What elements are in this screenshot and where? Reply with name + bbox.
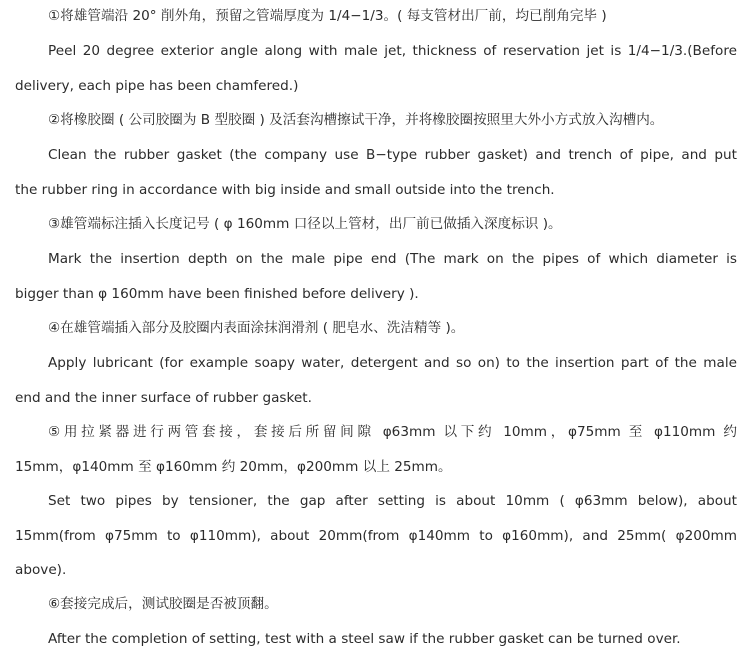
step-5-english-line-3: above). <box>15 562 67 578</box>
step-3-chinese: ③雄管端标注插入长度记号 ( φ 160mm 口径以上管材，出厂前已做插入深度标识 )。 <box>48 216 562 232</box>
step-4-english-line-1: Apply lubricant (for example soapy water, detergent and so on) to the insertion part of the male <box>48 355 737 371</box>
step-5-english-line-1: Set two pipes by tensioner, the gap after setting is about 10mm ( φ63mm below), about <box>48 493 737 509</box>
step-6-chinese: ⑥套接完成后，测试胶圈是否被顶翻。 <box>48 596 278 612</box>
step-2-english-line-2: the rubber ring in accordance with big inside and small outside into the trench. <box>15 182 555 198</box>
step-3-english-line-1: Mark the insertion depth on the male pipe end (The mark on the pipes of which diameter is <box>48 251 737 267</box>
step-4-chinese: ④在雄管端插入部分及胶圈内表面涂抹润滑剂 ( 肥皂水、洗洁精等 )。 <box>48 320 465 336</box>
step-1-chinese: ①将雄管端沿 20° 削外角，预留之管端厚度为 1/4−1/3。( 每支管材出厂前，均已削角完毕 ) <box>48 8 607 24</box>
step-2-english-line-1: Clean the rubber gasket (the company use B−type rubber gasket) and trench of pipe, and put <box>48 147 737 163</box>
step-4-english-line-2: end and the inner surface of rubber gasket. <box>15 390 312 406</box>
step-5-chinese-line-1: ⑤用拉紧器进行两管套接，套接后所留间隙 φ63mm 以下约 10mm，φ75mm 至 φ110mm 约 <box>48 424 737 440</box>
step-6-english: After the completion of setting, test with a steel saw if the rubber gasket can be turned over. <box>48 631 681 647</box>
step-5-chinese-line-2: 15mm，φ140mm 至 φ160mm 约 20mm，φ200mm 以上 25mm。 <box>15 459 452 475</box>
step-2-chinese: ②将橡胶圈 ( 公司胶圈为 B 型胶圈 ) 及活套沟槽擦试干净，并将橡胶圈按照里大外小方式放入沟槽内。 <box>48 112 664 128</box>
step-1-english-line-2: delivery, each pipe has been chamfered.) <box>15 78 299 94</box>
step-5-english-line-2: 15mm(from φ75mm to φ110mm), about 20mm(from φ140mm to φ160mm), and 25mm( φ200mm <box>15 528 737 544</box>
step-1-english-line-1: Peel 20 degree exterior angle along with male jet, thickness of reservation jet is 1/4−1/3.(Before <box>48 43 737 59</box>
step-3-english-line-2: bigger than φ 160mm have been finished before delivery ). <box>15 286 419 302</box>
